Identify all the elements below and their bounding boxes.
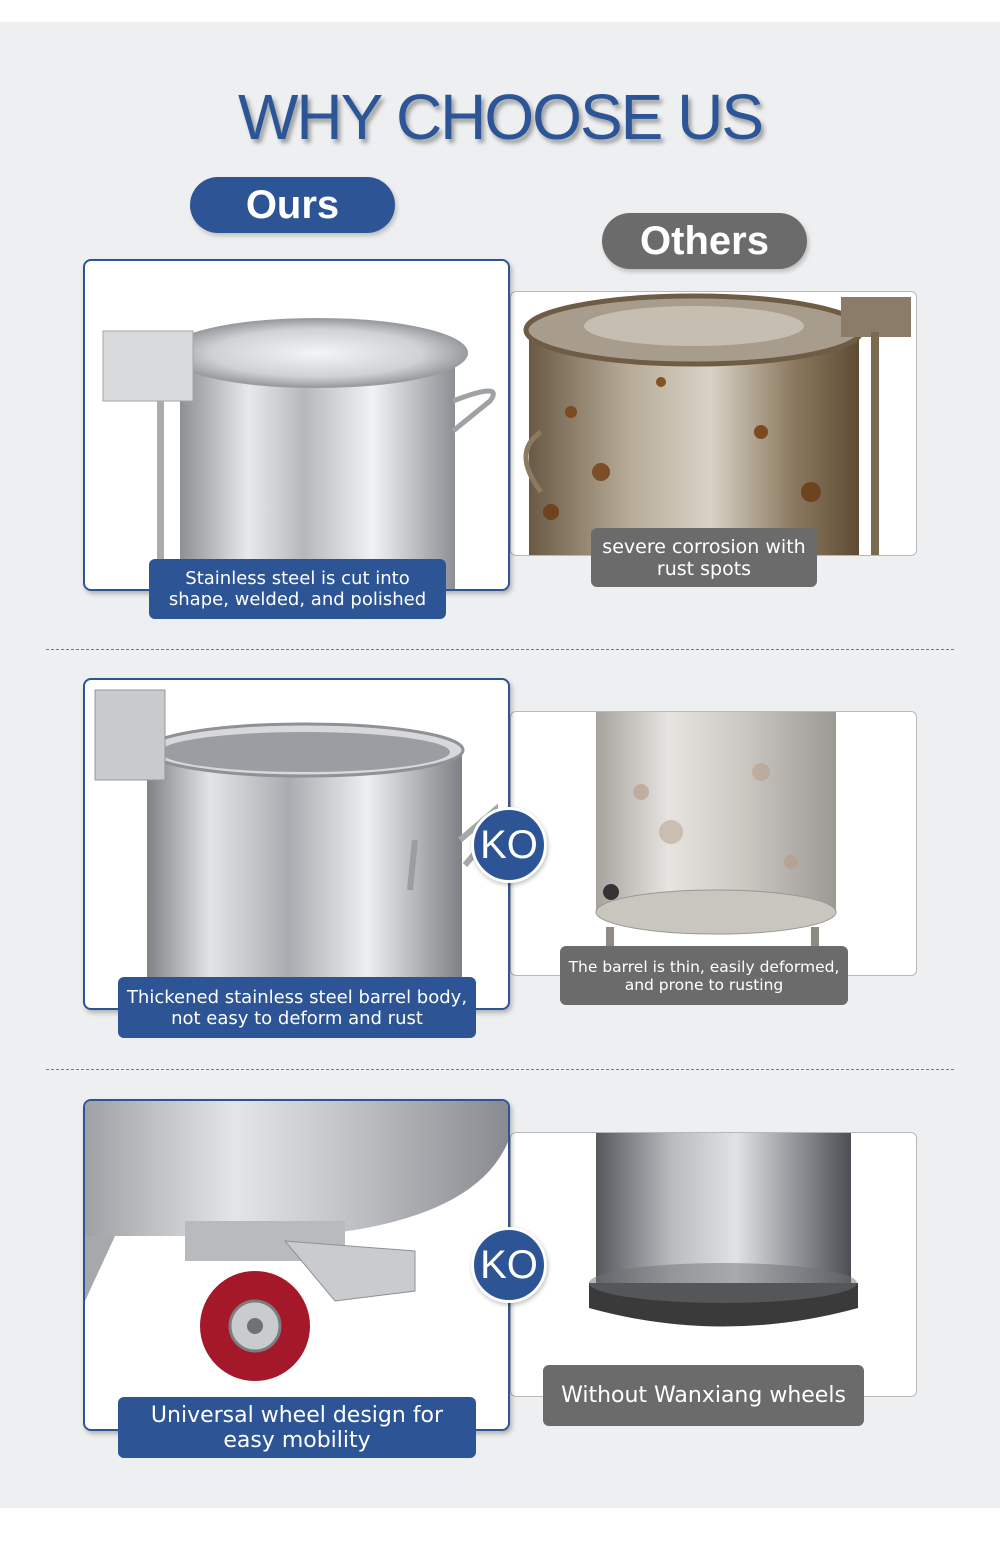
ko-badge-1: KO bbox=[471, 807, 547, 883]
others-no-wheels-image bbox=[510, 1132, 917, 1397]
ours-caption-1: Stainless steel is cut into shape, welded, and polished bbox=[149, 559, 446, 619]
others-caption-1: severe corrosion with rust spots bbox=[591, 528, 817, 587]
others-caption-3: Without Wanxiang wheels bbox=[543, 1365, 864, 1426]
ours-wheel-image bbox=[83, 1099, 510, 1431]
ours-thick-barrel-image bbox=[83, 678, 510, 1010]
ours-caption-3: Universal wheel design for easy mobility bbox=[118, 1397, 476, 1458]
others-thin-bin-image bbox=[510, 711, 917, 976]
ko-badge-2: KO bbox=[471, 1227, 547, 1303]
page-title: WHY CHOOSE US bbox=[238, 81, 762, 153]
section-divider bbox=[46, 1069, 954, 1070]
section-divider bbox=[46, 649, 954, 650]
others-caption-2: The barrel is thin, easily deformed, and prone to rusting bbox=[560, 946, 848, 1005]
ours-polished-bin-image bbox=[83, 259, 510, 591]
ours-label: Ours bbox=[190, 177, 395, 233]
others-label: Others bbox=[602, 213, 807, 269]
others-rusty-bin-image bbox=[510, 291, 917, 556]
ours-caption-2: Thickened stainless steel barrel body, not easy to deform and rust bbox=[118, 977, 476, 1038]
